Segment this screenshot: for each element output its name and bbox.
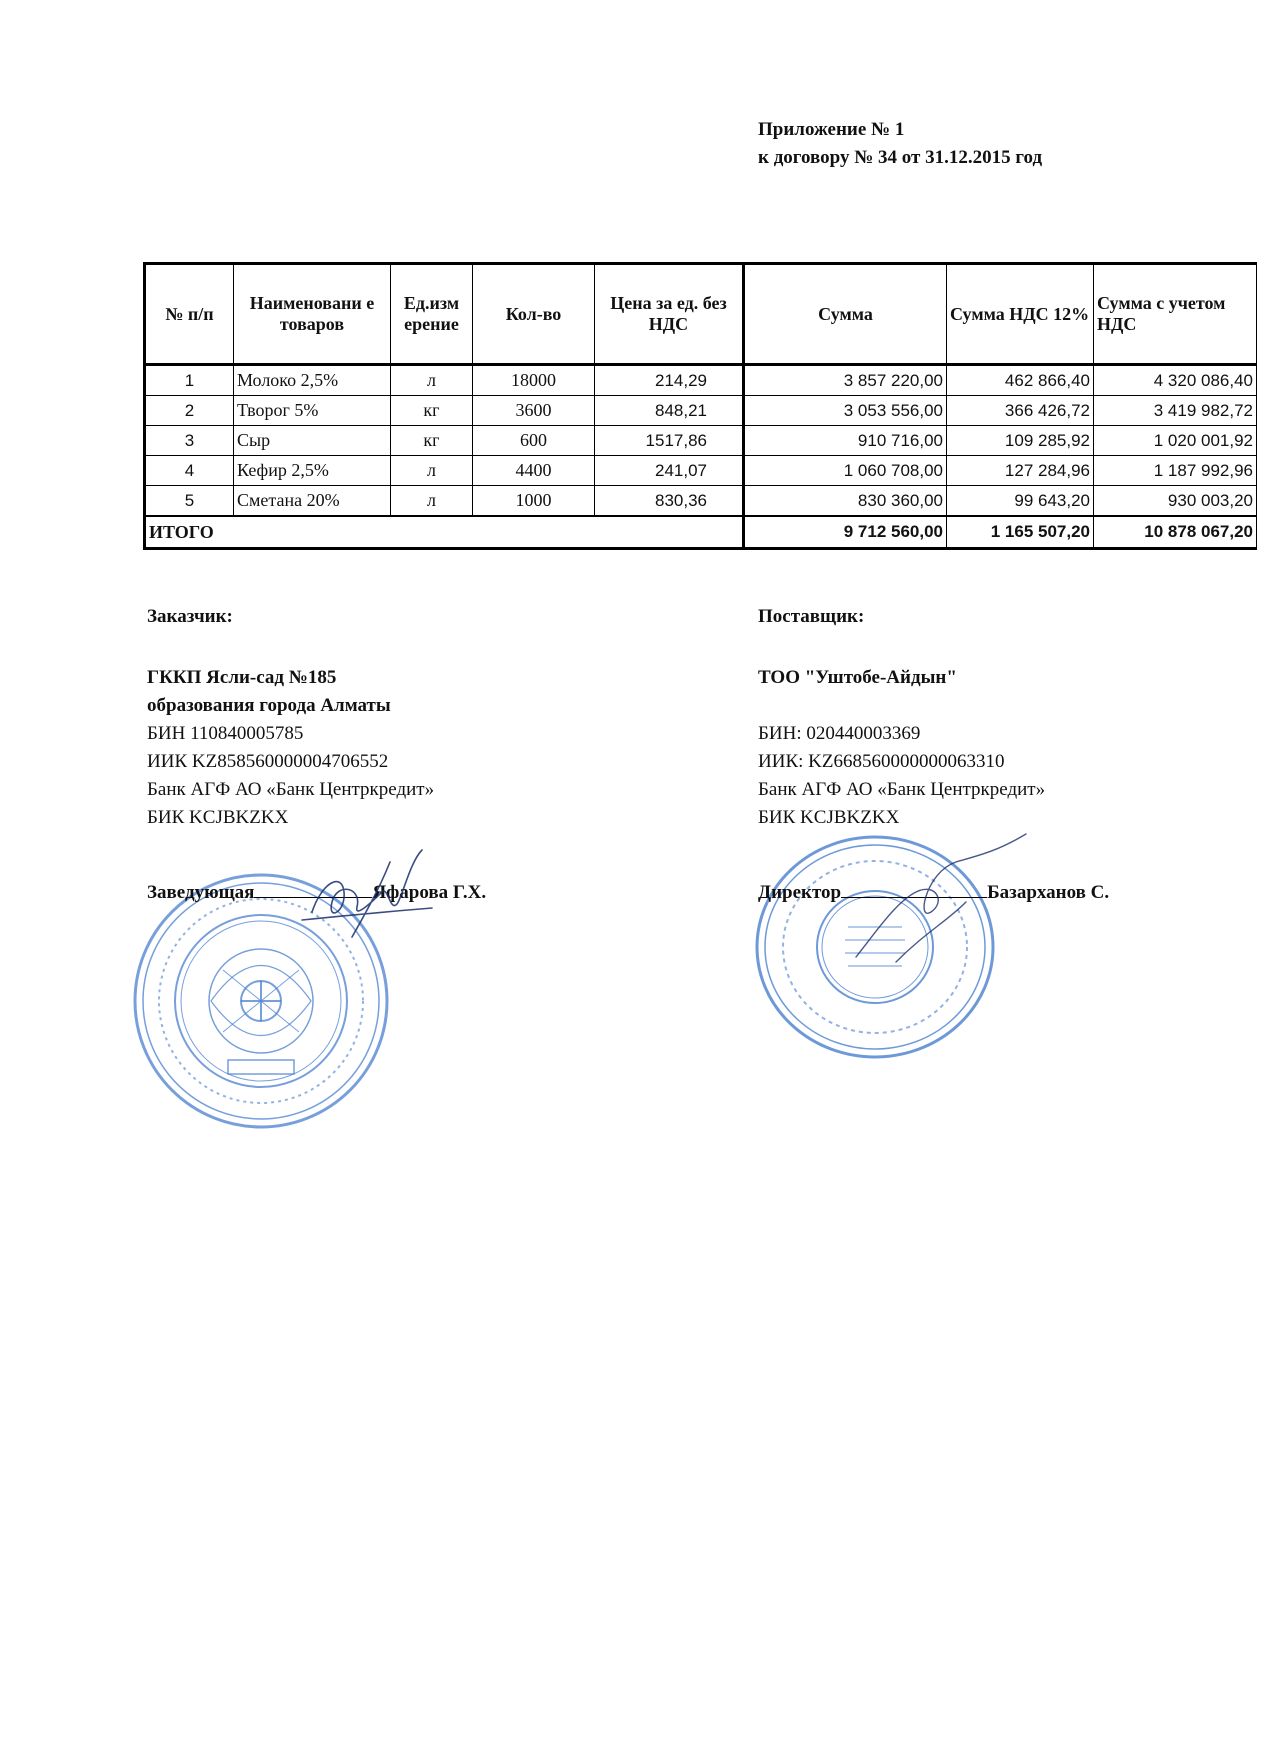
customer-bank: Банк АГФ АО «Банк Центркредит» bbox=[147, 779, 435, 800]
row-price: 241,07 bbox=[595, 456, 744, 486]
col-header-price: Цена за ед. без НДС bbox=[595, 264, 744, 365]
table-row bbox=[145, 396, 1257, 426]
customer-org-name: ГККП Ясли-сад №185 bbox=[147, 667, 337, 688]
supplier-position: Директор bbox=[758, 882, 842, 903]
row-price: 848,21 bbox=[595, 396, 744, 426]
row-number: 3 bbox=[145, 426, 234, 456]
row-vat: 127 284,96 bbox=[947, 456, 1094, 486]
row-price: 214,29 bbox=[595, 365, 744, 396]
col-header-sum: Сумма bbox=[744, 264, 947, 365]
row-total: 930 003,20 bbox=[1094, 486, 1257, 517]
document-header bbox=[758, 116, 1042, 172]
row-unit: л bbox=[391, 456, 473, 486]
supplier-bin: БИН: 020440003369 bbox=[758, 723, 921, 744]
table-row bbox=[145, 426, 1257, 456]
customer-signature-icon bbox=[282, 842, 442, 952]
customer-signer: Яфарова Г.Х. bbox=[372, 882, 487, 903]
supplier-iik: ИИК: KZ668560000000063310 bbox=[758, 751, 1005, 772]
customer-iik: ИИК KZ858560000004706552 bbox=[147, 751, 389, 772]
appendix-title: Приложение № 1 bbox=[758, 119, 905, 140]
row-total: 3 419 982,72 bbox=[1094, 396, 1257, 426]
row-total: 1 187 992,96 bbox=[1094, 456, 1257, 486]
row-vat: 109 285,92 bbox=[947, 426, 1094, 456]
supplier-label: Поставщик: bbox=[758, 606, 865, 627]
row-sum: 1 060 708,00 bbox=[744, 456, 947, 486]
row-qty: 3600 bbox=[473, 396, 595, 426]
row-sum: 830 360,00 bbox=[744, 486, 947, 517]
supplier-bik: БИК KCJBKZKX bbox=[758, 807, 900, 828]
col-header-name: Наименовани е товаров bbox=[234, 264, 391, 365]
row-name: Сыр bbox=[234, 426, 391, 456]
row-price: 1517,86 bbox=[595, 426, 744, 456]
total-label: ИТОГО bbox=[145, 516, 744, 549]
row-unit: л bbox=[391, 365, 473, 396]
row-sum: 3 053 556,00 bbox=[744, 396, 947, 426]
row-unit: л bbox=[391, 486, 473, 517]
col-header-number: № п/п bbox=[145, 264, 234, 365]
table-row bbox=[145, 456, 1257, 486]
row-number: 1 bbox=[145, 365, 234, 396]
row-sum: 910 716,00 bbox=[744, 426, 947, 456]
col-header-unit: Ед.изм ерение bbox=[391, 264, 473, 365]
contract-reference: к договору № 34 от 31.12.2015 год bbox=[758, 147, 1043, 168]
row-total: 4 320 086,40 bbox=[1094, 365, 1257, 396]
customer-org-name-line2: образования города Алматы bbox=[147, 695, 391, 716]
total-row bbox=[145, 516, 1257, 549]
table-row bbox=[145, 486, 1257, 517]
row-name: Молоко 2,5% bbox=[234, 365, 391, 396]
row-qty: 4400 bbox=[473, 456, 595, 486]
col-header-vat: Сумма НДС 12% bbox=[947, 264, 1094, 365]
table-header-row bbox=[145, 264, 1257, 365]
customer-label: Заказчик: bbox=[147, 606, 233, 627]
table-row bbox=[145, 365, 1257, 396]
total-vat: 1 165 507,20 bbox=[947, 516, 1094, 549]
supplier-signer: Базарханов С. bbox=[987, 882, 1110, 903]
total-sum: 9 712 560,00 bbox=[744, 516, 947, 549]
row-number: 4 bbox=[145, 456, 234, 486]
supplier-org-name: ТОО "Уштобе-Айдын" bbox=[758, 667, 957, 688]
row-qty: 18000 bbox=[473, 365, 595, 396]
row-name: Кефир 2,5% bbox=[234, 456, 391, 486]
customer-block bbox=[147, 603, 434, 832]
customer-bik: БИК KCJBKZKX bbox=[147, 807, 289, 828]
customer-position: Заведующая bbox=[147, 882, 255, 903]
row-number: 5 bbox=[145, 486, 234, 517]
row-price: 830,36 bbox=[595, 486, 744, 517]
row-total: 1 020 001,92 bbox=[1094, 426, 1257, 456]
row-name: Творог 5% bbox=[234, 396, 391, 426]
goods-table bbox=[143, 262, 1257, 550]
row-qty: 1000 bbox=[473, 486, 595, 517]
row-unit: кг bbox=[391, 396, 473, 426]
row-number: 2 bbox=[145, 396, 234, 426]
row-vat: 366 426,72 bbox=[947, 396, 1094, 426]
row-sum: 3 857 220,00 bbox=[744, 365, 947, 396]
row-vat: 99 643,20 bbox=[947, 486, 1094, 517]
col-header-qty: Кол-во bbox=[473, 264, 595, 365]
row-vat: 462 866,40 bbox=[947, 365, 1094, 396]
row-unit: кг bbox=[391, 426, 473, 456]
customer-bin: БИН 110840005785 bbox=[147, 723, 304, 744]
row-qty: 600 bbox=[473, 426, 595, 456]
col-header-total: Сумма с учетом НДС bbox=[1094, 264, 1257, 365]
supplier-bank: Банк АГФ АО «Банк Центркредит» bbox=[758, 779, 1046, 800]
supplier-block bbox=[758, 603, 1045, 832]
row-name: Сметана 20% bbox=[234, 486, 391, 517]
supplier-signature-icon bbox=[836, 832, 1036, 972]
total-grand: 10 878 067,20 bbox=[1094, 516, 1257, 549]
